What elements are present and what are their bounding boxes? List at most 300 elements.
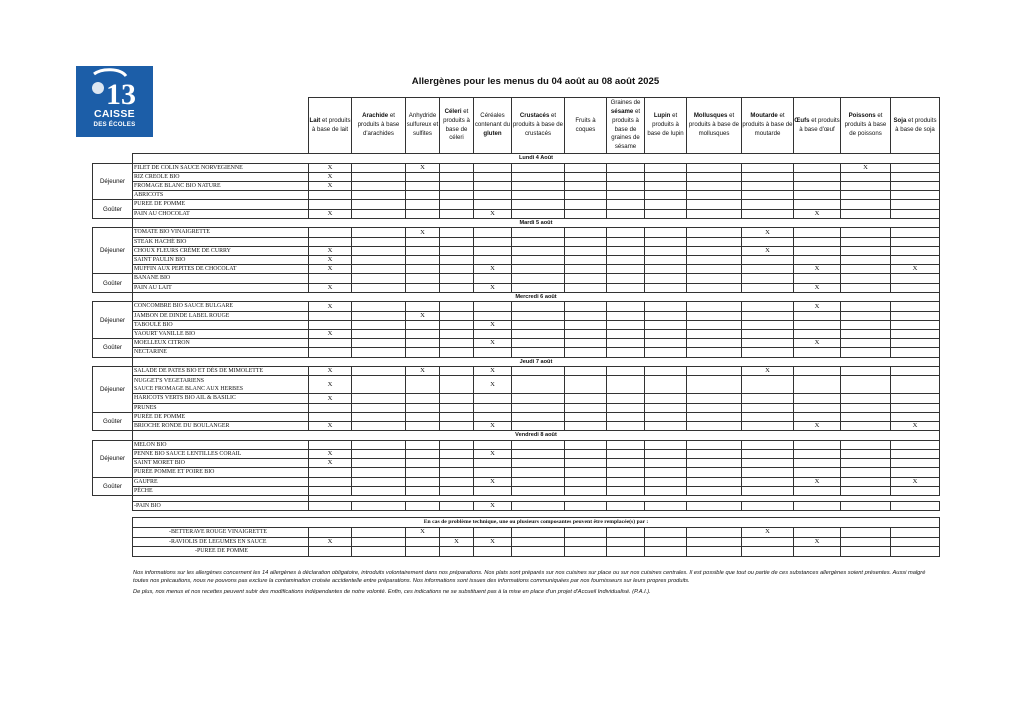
dish-name: PAIN AU CHOCOLAT <box>133 209 309 218</box>
allergen-cell <box>352 200 406 209</box>
table-row <box>93 477 940 486</box>
allergen-cell <box>309 339 352 348</box>
allergen-cell: X <box>891 477 940 486</box>
allergen-cell <box>406 477 440 486</box>
allergen-cell <box>687 440 742 449</box>
allergen-header <box>440 98 474 154</box>
allergen-cell <box>742 265 794 274</box>
allergen-cell <box>645 486 687 495</box>
allergen-cell <box>440 468 474 477</box>
allergen-cell <box>352 394 406 403</box>
allergen-cell <box>742 450 794 459</box>
allergen-cell <box>352 403 406 412</box>
meal-label: Goûter <box>93 412 133 430</box>
allergen-cell <box>794 256 841 265</box>
allergen-header-text: et produits à base d'arachides <box>357 112 400 137</box>
allergen-cell <box>891 191 940 200</box>
allergen-cell <box>841 311 891 320</box>
allergen-cell <box>565 459 607 468</box>
allergen-cell <box>645 422 687 431</box>
allergen-header-text: et produits à base de moutarde <box>742 112 793 137</box>
allergen-cell <box>607 246 645 255</box>
allergen-cell <box>891 547 940 557</box>
allergen-cell <box>565 501 607 510</box>
allergen-cell <box>406 348 440 357</box>
replacement-row <box>133 528 940 538</box>
meal-label: Déjeuner <box>93 228 133 274</box>
allergen-cell <box>794 486 841 495</box>
allergen-cell <box>841 265 891 274</box>
allergen-cell <box>406 394 440 403</box>
allergen-cell: X <box>309 163 352 172</box>
table-row <box>93 486 940 495</box>
allergen-cell: X <box>794 477 841 486</box>
allergen-cell <box>841 330 891 339</box>
allergen-cell <box>440 163 474 172</box>
allergen-cell <box>841 412 891 421</box>
allergen-cell <box>512 537 565 547</box>
allergen-cell <box>512 528 565 538</box>
allergen-cell <box>687 228 742 237</box>
header-spacer <box>93 98 133 154</box>
allergen-cell <box>841 339 891 348</box>
allergen-cell <box>687 486 742 495</box>
allergen-cell <box>565 163 607 172</box>
allergen-cell: X <box>309 376 352 394</box>
allergen-cell <box>352 172 406 181</box>
allergen-cell <box>406 209 440 218</box>
allergen-cell <box>565 376 607 394</box>
allergen-cell <box>352 376 406 394</box>
allergen-cell <box>794 311 841 320</box>
table-row <box>93 256 940 265</box>
allergen-cell <box>841 283 891 292</box>
allergen-cell <box>440 403 474 412</box>
allergen-cell <box>352 367 406 376</box>
allergen-cell <box>512 477 565 486</box>
allergen-cell <box>406 320 440 329</box>
allergen-cell <box>474 237 512 246</box>
allergen-header-text: et produits à base de crustacés <box>512 112 564 137</box>
allergen-cell <box>352 191 406 200</box>
allergen-cell <box>512 501 565 510</box>
allergen-cell <box>742 477 794 486</box>
allergen-cell <box>794 394 841 403</box>
allergen-header <box>474 98 512 154</box>
allergen-cell <box>607 191 645 200</box>
allergen-cell <box>440 547 474 557</box>
allergen-cell <box>440 459 474 468</box>
allergen-cell: X <box>309 450 352 459</box>
allergen-cell <box>645 440 687 449</box>
allergen-cell <box>891 246 940 255</box>
allergen-cell <box>440 367 474 376</box>
allergen-cell <box>891 403 940 412</box>
table-row <box>93 440 940 449</box>
allergen-cell <box>309 403 352 412</box>
allergen-cell <box>645 237 687 246</box>
allergen-cell <box>512 468 565 477</box>
dish-name: STEAK HACHÉ BIO <box>133 237 309 246</box>
allergen-cell <box>841 528 891 538</box>
dish-name: PÊCHE <box>133 486 309 495</box>
allergen-cell <box>512 459 565 468</box>
allergen-cell <box>352 486 406 495</box>
allergen-cell <box>794 547 841 557</box>
allergen-cell <box>841 450 891 459</box>
allergen-cell <box>512 209 565 218</box>
allergen-cell <box>565 265 607 274</box>
allergen-cell <box>607 172 645 181</box>
allergen-cell <box>474 163 512 172</box>
allergen-cell <box>406 172 440 181</box>
allergen-cell: X <box>794 537 841 547</box>
allergen-cell <box>841 477 891 486</box>
allergen-cell <box>794 528 841 538</box>
allergen-cell <box>687 394 742 403</box>
allergen-cell <box>645 283 687 292</box>
allergen-header-text: Céleri <box>444 107 462 115</box>
allergen-cell <box>352 320 406 329</box>
allergen-cell <box>645 468 687 477</box>
allergen-cell <box>794 200 841 209</box>
allergen-cell <box>687 283 742 292</box>
allergen-cell <box>742 330 794 339</box>
replacement-dish: -BETTERAVE ROUGE VINAIGRETTE <box>133 528 309 538</box>
allergen-cell <box>607 330 645 339</box>
allergen-cell: X <box>309 172 352 181</box>
allergen-cell <box>645 412 687 421</box>
allergen-cell <box>794 376 841 394</box>
allergen-cell <box>440 311 474 320</box>
allergen-cell <box>352 422 406 431</box>
allergen-cell <box>891 182 940 191</box>
allergen-cell <box>687 246 742 255</box>
allergen-cell <box>440 477 474 486</box>
dish-name: SAINT MORET BIO <box>133 459 309 468</box>
allergen-cell <box>607 302 645 311</box>
allergen-cell: X <box>474 477 512 486</box>
allergen-cell <box>687 348 742 357</box>
allergen-cell <box>687 403 742 412</box>
allergen-cell <box>440 376 474 394</box>
table-row <box>93 228 940 237</box>
allergen-cell <box>607 376 645 394</box>
allergen-cell <box>352 228 406 237</box>
day-spacer <box>93 292 133 302</box>
allergen-header-text: Poissons <box>848 112 876 120</box>
allergen-cell <box>841 403 891 412</box>
dish-name: PRUNES <box>133 403 309 412</box>
allergen-cell <box>565 477 607 486</box>
allergen-cell <box>742 182 794 191</box>
allergen-cell: X <box>474 265 512 274</box>
allergen-cell <box>841 246 891 255</box>
allergen-cell <box>687 468 742 477</box>
allergen-cell <box>841 228 891 237</box>
allergen-cell <box>645 537 687 547</box>
meal-label: Goûter <box>93 477 133 495</box>
dish-name: JAMBON DE DINDE LABEL ROUGE <box>133 311 309 320</box>
allergen-cell <box>645 339 687 348</box>
allergen-cell <box>742 339 794 348</box>
logo-number: 13 <box>106 78 136 111</box>
allergen-cell <box>512 274 565 283</box>
dish-name: MELON BIO <box>133 440 309 449</box>
allergen-cell <box>512 320 565 329</box>
dish-name: PENNE BIO SAUCE LENTILLES CORAIL <box>133 450 309 459</box>
allergen-cell <box>352 256 406 265</box>
allergen-table <box>92 97 940 511</box>
allergen-cell <box>645 450 687 459</box>
meal-label: Goûter <box>93 200 133 218</box>
allergen-cell <box>891 209 940 218</box>
allergen-cell <box>440 339 474 348</box>
allergen-cell: X <box>309 283 352 292</box>
allergen-cell: X <box>794 265 841 274</box>
allergen-cell <box>406 501 440 510</box>
allergen-cell: X <box>474 537 512 547</box>
allergen-cell <box>309 228 352 237</box>
allergen-cell <box>794 274 841 283</box>
allergen-cell <box>474 330 512 339</box>
allergen-cell <box>565 320 607 329</box>
allergen-cell <box>440 450 474 459</box>
allergen-cell <box>645 200 687 209</box>
allergen-cell <box>687 376 742 394</box>
allergen-cell <box>687 200 742 209</box>
allergen-cell: X <box>309 256 352 265</box>
allergen-cell <box>891 320 940 329</box>
allergen-cell <box>565 440 607 449</box>
allergen-cell: X <box>474 450 512 459</box>
allergen-cell <box>891 394 940 403</box>
allergen-cell: X <box>309 265 352 274</box>
allergen-cell <box>891 172 940 181</box>
allergen-cell <box>512 422 565 431</box>
allergen-cell <box>607 348 645 357</box>
meal-label: Goûter <box>93 274 133 292</box>
allergen-cell <box>687 265 742 274</box>
allergen-cell <box>474 246 512 255</box>
table-row <box>93 330 940 339</box>
allergen-cell <box>841 256 891 265</box>
allergen-cell <box>607 320 645 329</box>
allergen-cell <box>440 246 474 255</box>
table-row <box>93 302 940 311</box>
allergen-cell <box>512 172 565 181</box>
allergen-cell <box>742 547 794 557</box>
allergen-cell <box>687 163 742 172</box>
allergen-cell <box>406 191 440 200</box>
allergen-cell <box>687 528 742 538</box>
meal-label: Déjeuner <box>93 440 133 477</box>
allergen-cell <box>742 172 794 181</box>
allergen-cell <box>742 348 794 357</box>
allergen-cell: X <box>309 459 352 468</box>
allergen-cell <box>687 367 742 376</box>
allergen-cell <box>645 274 687 283</box>
allergen-cell <box>440 412 474 421</box>
page-title: Allergènes pour les menus du 04 août au 08 août 2025 <box>411 76 660 87</box>
replacement-header: En cas de problème technique, une ou plusieurs composantes peuvent être remplacée(s) par : <box>133 518 940 528</box>
allergen-cell <box>742 486 794 495</box>
allergen-header-text: et produits à base de graines de sésame <box>611 107 641 151</box>
allergen-cell <box>794 228 841 237</box>
allergen-cell <box>474 228 512 237</box>
allergen-header <box>565 98 607 154</box>
allergen-cell <box>352 311 406 320</box>
allergen-cell <box>607 547 645 557</box>
table-row <box>93 459 940 468</box>
allergen-cell <box>352 348 406 357</box>
allergen-cell <box>687 172 742 181</box>
header-spacer <box>133 98 309 154</box>
allergen-cell <box>891 450 940 459</box>
allergen-cell <box>474 486 512 495</box>
allergen-cell: X <box>406 228 440 237</box>
table-row <box>93 422 940 431</box>
allergen-cell <box>565 403 607 412</box>
allergen-cell <box>512 163 565 172</box>
meal-label: Déjeuner <box>93 367 133 413</box>
allergen-cell <box>841 237 891 246</box>
allergen-cell <box>352 468 406 477</box>
day-label: Mercredi 6 août <box>133 292 940 302</box>
allergen-cell <box>406 412 440 421</box>
allergen-cell <box>474 547 512 557</box>
allergen-header <box>794 98 841 154</box>
allergen-cell <box>607 274 645 283</box>
allergen-cell <box>565 237 607 246</box>
allergen-cell <box>607 256 645 265</box>
allergen-cell <box>352 528 406 538</box>
allergen-cell <box>841 394 891 403</box>
table-row <box>93 200 940 209</box>
allergen-cell <box>352 163 406 172</box>
allergen-cell <box>607 440 645 449</box>
allergen-cell <box>607 422 645 431</box>
table-row <box>93 468 940 477</box>
allergen-cell <box>512 440 565 449</box>
allergen-cell <box>645 403 687 412</box>
allergen-cell <box>607 182 645 191</box>
allergen-cell <box>352 440 406 449</box>
allergen-notes <box>133 569 933 599</box>
allergen-cell <box>645 182 687 191</box>
allergen-cell: X <box>794 209 841 218</box>
table-row <box>93 450 940 459</box>
allergen-cell <box>687 459 742 468</box>
allergen-cell <box>474 403 512 412</box>
allergen-cell <box>645 302 687 311</box>
allergen-cell: X <box>309 367 352 376</box>
allergen-header-text: gluten <box>483 129 502 137</box>
allergen-cell <box>309 528 352 538</box>
allergen-cell <box>440 528 474 538</box>
allergen-cell <box>512 265 565 274</box>
allergen-cell <box>406 182 440 191</box>
allergen-cell <box>474 256 512 265</box>
allergen-cell: X <box>891 422 940 431</box>
dish-name: TOMATE BIO VINAIGRETTE <box>133 228 309 237</box>
allergen-cell <box>565 450 607 459</box>
allergen-cell <box>841 440 891 449</box>
dish-name: -PAIN BIO <box>133 501 309 510</box>
allergen-cell <box>440 274 474 283</box>
allergen-cell: X <box>406 163 440 172</box>
allergen-cell <box>352 547 406 557</box>
allergen-header-text: et produits à base de mollusques <box>688 112 740 137</box>
day-label: Lundi 4 Août <box>133 154 940 164</box>
allergen-cell <box>841 422 891 431</box>
allergen-cell <box>841 348 891 357</box>
dish-name: NUGGET'S VEGETARIENS SAUCE FROMAGE BLANC AUX HERBES <box>133 376 309 394</box>
allergen-header-text: et produits à base de poissons <box>844 112 887 137</box>
allergen-cell <box>891 459 940 468</box>
allergen-header-text: et produits à base de lupin <box>647 112 684 137</box>
table-row <box>93 265 940 274</box>
allergen-cell <box>742 422 794 431</box>
allergen-cell <box>565 283 607 292</box>
allergen-cell <box>440 191 474 200</box>
allergen-cell <box>645 209 687 218</box>
dish-name: CONCOMBRE BIO SAUCE BULGARE <box>133 302 309 311</box>
allergen-cell <box>474 412 512 421</box>
allergen-cell <box>891 537 940 547</box>
allergen-cell: X <box>794 422 841 431</box>
allergen-cell <box>352 339 406 348</box>
allergen-cell: X <box>891 265 940 274</box>
allergen-cell <box>607 528 645 538</box>
allergen-cell <box>742 412 794 421</box>
allergen-cell <box>645 172 687 181</box>
allergen-header <box>841 98 891 154</box>
allergen-cell <box>406 283 440 292</box>
allergen-cell <box>440 209 474 218</box>
allergen-cell: X <box>742 246 794 255</box>
allergen-cell <box>512 283 565 292</box>
allergen-cell <box>512 302 565 311</box>
allergen-cell <box>512 237 565 246</box>
meal-label: Déjeuner <box>93 163 133 200</box>
allergen-header <box>891 98 940 154</box>
allergen-cell <box>309 237 352 246</box>
allergen-cell <box>440 228 474 237</box>
allergen-cell <box>607 265 645 274</box>
dish-name: NECTARINE <box>133 348 309 357</box>
allergen-header-text: et produits à base de lait <box>311 116 351 133</box>
day-spacer <box>93 431 133 441</box>
table-row <box>93 311 940 320</box>
allergen-cell <box>565 330 607 339</box>
dish-name: PURÉE POMME ET POIRE BIO <box>133 468 309 477</box>
allergen-cell <box>794 348 841 357</box>
table-row <box>93 163 940 172</box>
allergen-cell <box>406 330 440 339</box>
meal-label: Goûter <box>93 339 133 357</box>
allergen-cell <box>440 348 474 357</box>
allergen-cell <box>406 376 440 394</box>
allergen-cell <box>742 403 794 412</box>
allergen-cell <box>607 412 645 421</box>
allergen-cell <box>309 486 352 495</box>
allergen-cell <box>645 528 687 538</box>
allergen-cell <box>565 209 607 218</box>
allergen-cell <box>687 450 742 459</box>
allergen-cell <box>440 486 474 495</box>
dish-name: PURÉE DE POMME <box>133 412 309 421</box>
